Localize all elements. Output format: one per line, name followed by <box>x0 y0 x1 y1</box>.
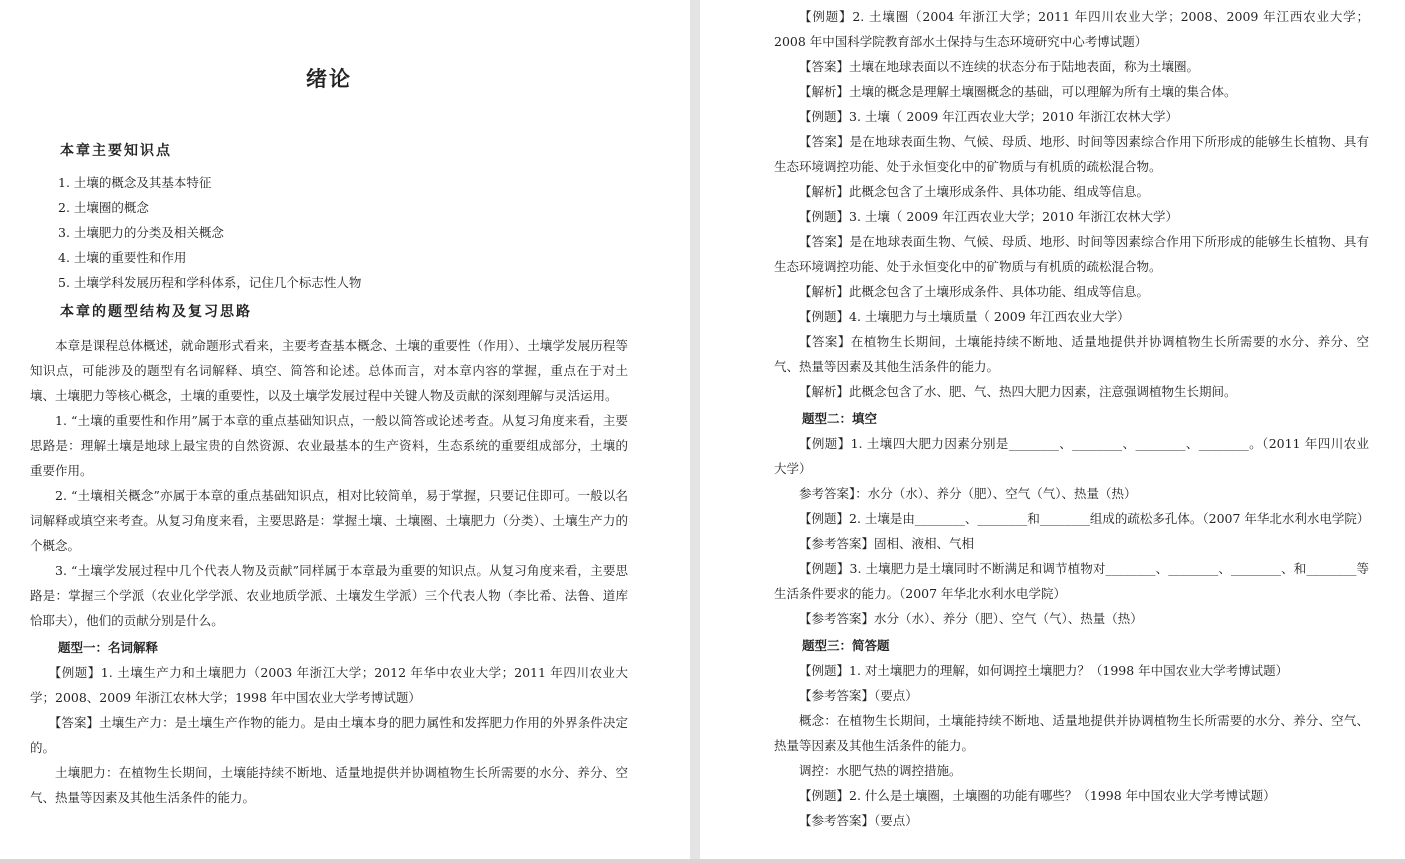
page-title: 绪论 <box>306 66 352 91</box>
paragraph: 【例题】1. 土壤四大肥力因素分别是________、________、________、________。（2011 年四川农业大学） <box>774 436 1369 476</box>
review-structure-body <box>30 333 628 633</box>
section-heading-type2: 题型二：填空 <box>802 411 878 426</box>
paragraph: 【例题】4. 土壤肥力与土壤质量（ 2009 年江西农业大学） <box>799 309 1130 324</box>
paragraph: 【解析】土壤的概念是理解土壤圈概念的基础，可以理解为所有土壤的集合体。 <box>799 84 1237 99</box>
paragraph: 参考答案】：水分（水）、养分（肥）、空气（气）、热量（热） <box>799 486 1137 501</box>
paragraph: 土壤肥力：在植物生长期间，土壤能持续不断地、适量地提供并协调植物生长所需要的水分、养分、空气、热量等因素及其他生活条件的能力。 <box>30 765 628 805</box>
paragraph: 【答案】土壤生产力：是土壤生产作物的能力。是由土壤本身的肥力属性和发挥肥力作用的外界条件决定的。 <box>30 715 628 755</box>
paragraph: 【例题】1. 土壤生产力和土壤肥力（2003 年浙江大学；2012 年华中农业大学；2011 年四川农业大学；2008、2009 年浙江农林大学；1998 年中国农业大学考博试题） <box>30 665 628 705</box>
paragraph: 【参考答案】（要点） <box>799 813 918 828</box>
paragraph: 本章是课程总体概述，就命题形式看来，主要考查基本概念、土壤的重要性（作用）、土壤学发展历程等知识点，可能涉及的题型有名词解释、填空、简答和论述。总体而言，对本章内容的掌握，重点在于对土壤、土壤肥力等核心概念，土壤的重要性，以及土壤学发展过程中关键人物及贡献的深刻理解与灵活运用。 <box>30 338 628 403</box>
list-item: 3. 土壤肥力的分类及相关概念 <box>58 225 224 240</box>
paragraph: 【答案】土壤在地球表面以不连续的状态分布于陆地表面，称为土壤圈。 <box>799 59 1200 74</box>
section-heading-type3: 题型三：简答题 <box>802 638 890 653</box>
viewer-bottom-bar <box>0 859 1405 863</box>
paragraph: 【例题】3. 土壤肥力是土壤同时不断满足和调节植物对________、________、________、和________等生活条件要求的能力。（2007 年华北水利水电学院） <box>774 561 1369 601</box>
paragraph: 【解析】此概念包含了土壤形成条件、具体功能、组成等信息。 <box>799 284 1150 299</box>
paragraph: 1. “土壤的重要性和作用”属于本章的重点基础知识点，一般以简答或论述考查。从复习角度来看，主要思路是：理解土壤是地球上最宝贵的自然资源、农业最基本的生产资料，生态系统的重要组成部分，土壤的重要作用。 <box>30 413 628 478</box>
section-heading-type1: 题型一：名词解释 <box>58 640 159 655</box>
paragraph: 【解析】此概念包含了土壤形成条件、具体功能、组成等信息。 <box>799 184 1150 199</box>
knowledge-points-heading: 本章主要知识点 <box>60 143 172 159</box>
list-item: 5. 土壤学科发展历程和学科体系，记住几个标志性人物 <box>58 275 362 290</box>
knowledge-points-list <box>30 170 628 295</box>
paragraph: 2. “土壤相关概念”亦属于本章的重点基础知识点，相对比较简单，易于掌握，只要记住即可。一般以名词解释或填空来考查。从复习角度来看，主要思路是：掌握土壤、土壤圈、土壤肥力（分类）、土壤生产力的个概念。 <box>30 488 628 553</box>
paragraph: 【例题】3. 土壤（ 2009 年江西农业大学；2010 年浙江农林大学） <box>799 209 1178 224</box>
paragraph: 概念：在植物生长期间，土壤能持续不断地、适量地提供并协调植物生长所需要的水分、养分、空气、热量等因素及其他生活条件的能力。 <box>774 713 1369 753</box>
paragraph: 【答案】是在地球表面生物、气候、母质、地形、时间等因素综合作用下所形成的能够生长植物、具有生态环境调控功能、处于永恒变化中的矿物质与有机质的疏松混合物。 <box>774 134 1369 174</box>
review-structure-heading: 本章的题型结构及复习思路 <box>60 304 252 320</box>
list-item: 1. 土壤的概念及其基本特征 <box>58 175 212 190</box>
paragraph: 【例题】2. 土壤是由________、________和________组成的疏松多孔体。（2007 年华北水利水电学院） <box>799 511 1370 526</box>
paragraph: 【参考答案】（要点） <box>799 688 918 703</box>
paragraph: 【例题】2. 什么是土壤圈，土壤圈的功能有哪些？（1998 年中国农业大学考博试题） <box>799 788 1276 803</box>
left-page <box>0 0 690 863</box>
paragraph: 3. “土壤学发展过程中几个代表人物及贡献”同样属于本章最为重要的知识点。从复习角度来看，主要思路是：掌握三个学派（农业化学学派、农业地质学派、土壤发生学派）三个代表人物（李比希、法鲁、道库恰耶夫），他们的贡献分别是什么。 <box>30 563 628 628</box>
paragraph: 【例题】1. 对土壤肥力的理解，如何调控土壤肥力？（1998 年中国农业大学考博试题） <box>799 663 1289 678</box>
paragraph: 【例题】2. 土壤圈（2004 年浙江大学；2011 年四川农业大学；2008、2009 年江西农业大学；2008 年中国科学院教育部水土保持与生态环境研究中心考博试题） <box>774 9 1369 49</box>
page-gutter <box>690 0 700 863</box>
definition-examples <box>774 4 1369 404</box>
paragraph: 【例题】3. 土壤（ 2009 年江西农业大学；2010 年浙江农林大学） <box>799 109 1178 124</box>
paragraph: 【参考答案】固相、液相、气相 <box>799 536 975 551</box>
list-item: 4. 土壤的重要性和作用 <box>58 250 187 265</box>
short-answer-examples <box>774 658 1369 833</box>
paragraph: 【答案】是在地球表面生物、气候、母质、地形、时间等因素综合作用下所形成的能够生长植物、具有生态环境调控功能、处于永恒变化中的矿物质与有机质的疏松混合物。 <box>774 234 1369 274</box>
paragraph: 【解析】此概念包含了水、肥、气、热四大肥力因素，注意强调植物生长期间。 <box>799 384 1237 399</box>
paragraph: 【答案】在植物生长期间，土壤能持续不断地、适量地提供并协调植物生长所需要的水分、养分、空气、热量等因素及其他生活条件的能力。 <box>774 334 1369 374</box>
right-page <box>700 0 1405 863</box>
fill-in-examples <box>774 431 1369 631</box>
paragraph: 【参考答案】水分（水）、养分（肥）、空气（气）、热量（热） <box>799 611 1143 626</box>
paragraph: 调控：水肥气热的调控措施。 <box>799 763 962 778</box>
list-item: 2. 土壤圈的概念 <box>58 200 149 215</box>
